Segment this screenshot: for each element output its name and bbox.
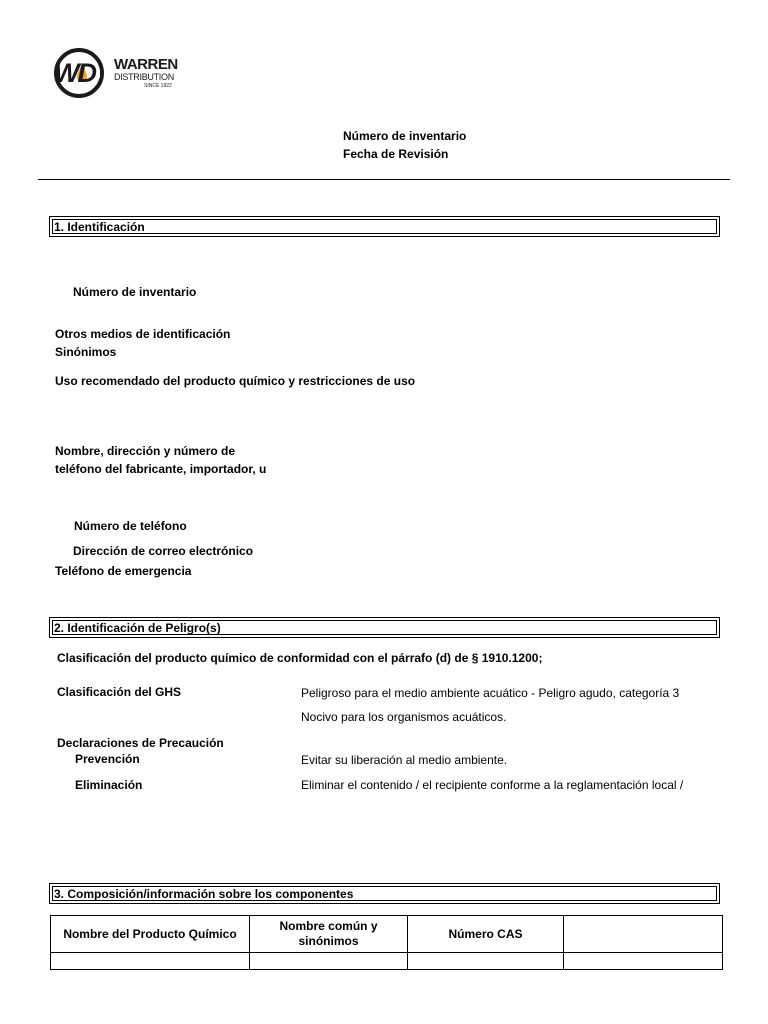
col-header-chemical-name: Nombre del Producto Químico: [51, 916, 250, 953]
label-ghs-classification: Clasificación del GHS: [57, 685, 182, 699]
logo-letters: WD: [54, 58, 95, 88]
col-header-common-name: Nombre común y sinónimos: [250, 916, 408, 953]
disposal-value: Eliminar el contenido / el recipiente conforme a la reglamentación local /: [301, 778, 684, 792]
header-divider: [38, 179, 730, 180]
table-cell: [564, 953, 723, 970]
col-header-cas-number: Número CAS: [408, 916, 564, 953]
label-precaution: Declaraciones de Precaución: [57, 736, 224, 750]
label-prevention: Prevención: [75, 752, 140, 766]
section-1-header: [49, 216, 720, 237]
composition-table-header-row: [51, 916, 723, 953]
label-manufacturer-line1: Nombre, dirección y número de: [55, 444, 236, 458]
section-1-inner-border: [52, 219, 717, 234]
section-2-header: [49, 617, 720, 638]
label-disposal: Eliminación: [75, 778, 143, 792]
composition-table: [50, 915, 723, 970]
section-3-title: 3. Composición/información sobre los componentes: [54, 887, 354, 901]
label-other-means: Otros medios de identificación: [55, 327, 231, 341]
ghs-value-2: Nocivo para los organismos acuáticos.: [301, 710, 507, 724]
section-1-title: 1. Identificación: [54, 220, 145, 234]
table-cell: [51, 953, 250, 970]
label-emergency-phone: Teléfono de emergencia: [55, 564, 192, 578]
header-revision-date: Fecha de Revisión: [343, 147, 449, 161]
logo-since: SINCE 1922: [144, 83, 172, 89]
label-synonyms: Sinónimos: [55, 345, 117, 359]
section-2-title: 2. Identificación de Peligro(s): [54, 621, 221, 635]
table-cell: [250, 953, 408, 970]
label-manufacturer-line2: teléfono del fabricante, importador, u: [55, 462, 267, 476]
classification-intro: Clasificación del producto químico de conformidad con el párrafo (d) de § 1910.1200;: [57, 651, 543, 665]
label-email: Dirección de correo electrónico: [73, 544, 254, 558]
logo-sub: DISTRIBUTION: [114, 72, 174, 82]
label-inventory-number: Número de inventario: [73, 285, 197, 299]
label-recommended-use: Uso recomendado del producto químico y restricciones de uso: [55, 374, 416, 388]
logo-brand: WARREN: [114, 56, 178, 73]
header-inventory-number: Número de inventario: [343, 129, 467, 143]
col-header-empty: [564, 916, 723, 953]
label-phone: Número de teléfono: [74, 519, 187, 533]
section-3-header: [49, 883, 720, 904]
table-row: [51, 953, 723, 970]
ghs-value-1: Peligroso para el medio ambiente acuático - Peligro agudo, categoría 3: [301, 686, 680, 700]
table-cell: [408, 953, 564, 970]
prevention-value: Evitar su liberación al medio ambiente.: [301, 753, 508, 767]
company-logo: [52, 46, 182, 100]
